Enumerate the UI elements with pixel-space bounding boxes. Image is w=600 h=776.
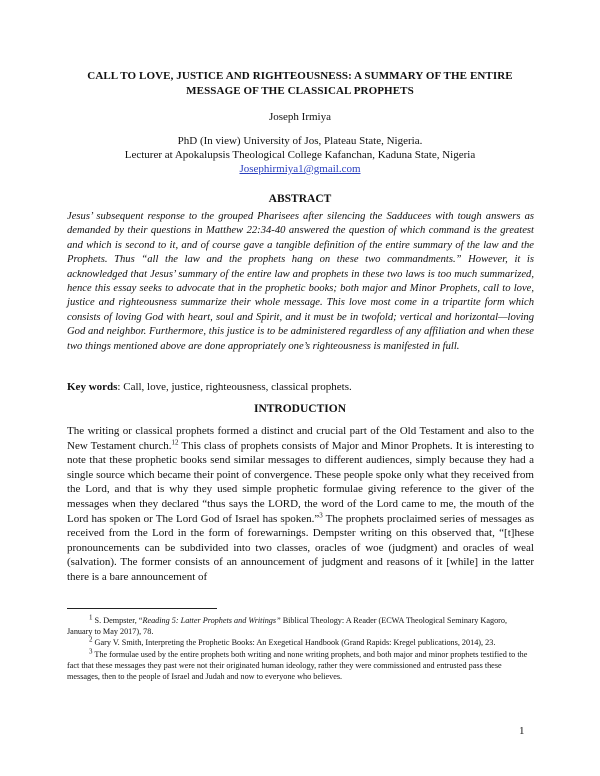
introduction-paragraph — [67, 424, 534, 585]
email-container — [60, 162, 540, 176]
footnote-text: S. Dempster, “ — [92, 616, 143, 625]
footnote-mark: 2 — [89, 635, 93, 644]
footnote-text: The formulae used by the entire prophets both writing and none writing prophets, and both major and minor prophets testified to the fact that these messages they past were not their originated human ideology, rather they were commissioned and entrusted pass these messages, then to the people of Israel and Judah and now to everyone who believes. — [67, 649, 528, 682]
abstract-heading: ABSTRACT — [268, 193, 332, 205]
keywords-value: : Call, love, justice, righteousness, classical prophets. — [117, 381, 352, 393]
title-line-2: MESSAGE OF THE CLASSICAL PROPHETS — [186, 85, 414, 97]
body-text-c: The prophets proclaimed series of messages as received from the Lord in the form of forewarnings. Dempster writing on this observed that, “[t]hese pronouncements can be subdivided into two classes, oracles of woe (judgment) and oracles of weal (salvation). The former consists of an announcement of judgment and reasons of it [while] in the latter there is a bare announcement of — [67, 512, 534, 583]
email-link[interactable]: Josephirmiya1@gmail.com — [239, 163, 361, 175]
footnote-mark: 3 — [89, 646, 93, 655]
footnote-1 — [67, 615, 534, 637]
footnote-3 — [67, 646, 534, 683]
introduction-heading: INTRODUCTION — [253, 403, 346, 415]
footnote-text: Gary V. Smith, Interpreting the Prophetic Books: An Exegetical Handbook (Grand Rapids: Kregel publications, 2014), 23. — [92, 638, 496, 648]
paper-title — [60, 69, 540, 99]
footnote-divider — [67, 608, 217, 609]
footnote-text: Biblical Theology: A Reader (ECWA Theological Seminary Kagoro, January to May 2017), 78. — [67, 616, 508, 637]
footnote-2 — [67, 637, 534, 648]
footnote-italic: Reading 5: Latter Prophets and Writings” — [142, 616, 281, 625]
affiliation-line-1: PhD (In view) University of Jos, Plateau State, Nigeria. — [177, 135, 423, 147]
body-text-a: The writing or classical prophets formed a distinct and crucial part of the Old Testament and also to the New Testament church. — [67, 425, 534, 452]
footnote-ref-3[interactable]: 3 — [319, 510, 323, 519]
abstract-text: Jesus’ subsequent response to the grouped Pharisees after silencing the Sadducees with tough answers as demanded by their questions in Matthew 22:34-40 answered the question of which command is the greatest and which is second to it, and of course gave a tangible definition of the entire summary of the law and the Prophets. Thus “all the law and the prophets hang on these two commandments.” However, it is acknowledged that Jesus’ summary of the entire law and prophets in these two laws is too much summarized, hence this essay seeks to advocate that in the prophetic books; both major and Minor Prophets, call to love, justice and righteousness summarize their whole message. This love most come in a tripartite form which consists of loving God with heart, soul and Spirit, and it must be in twofold; vertical and horizontal—loving God and neighbor. Furthermore, this justice is to be administered regardless of any affiliation and when these two things mentioned above are done appropriately one’s righteousness is manifested in full. — [67, 211, 534, 352]
title-line-1: CALL TO LOVE, JUSTICE AND RIGHTEOUSNESS: A SUMMARY OF THE ENTIRE — [87, 70, 513, 82]
footnotes — [67, 615, 534, 682]
affiliation-line-2: Lecturer at Apokalupsis Theological College Kafanchan, Kaduna State, Nigeria — [124, 149, 476, 161]
keywords — [67, 380, 534, 394]
footnote-mark: 1 — [89, 613, 93, 622]
body-text-b: This class of prophets consists of Major and Minor Prophets. It is interesting to note that these prophetic books send similar messages to different audiences, simply because they had a single source which became their point of convergence. These people spoke only what they received from the Lord, and that is why they used simple prophetic formulae giving reference to the giver of the messages when they declared “thus says the LORD, the word of the Lord came to me, the mouth of the Lord has spoken or The Lord God of Israel has spoken.” — [67, 439, 534, 525]
keywords-label: Key words — [67, 381, 118, 393]
author-name: Joseph Irmiya — [268, 111, 331, 123]
page-number: 1 — [519, 725, 525, 737]
footnote-ref-12[interactable]: 12 — [171, 437, 179, 446]
